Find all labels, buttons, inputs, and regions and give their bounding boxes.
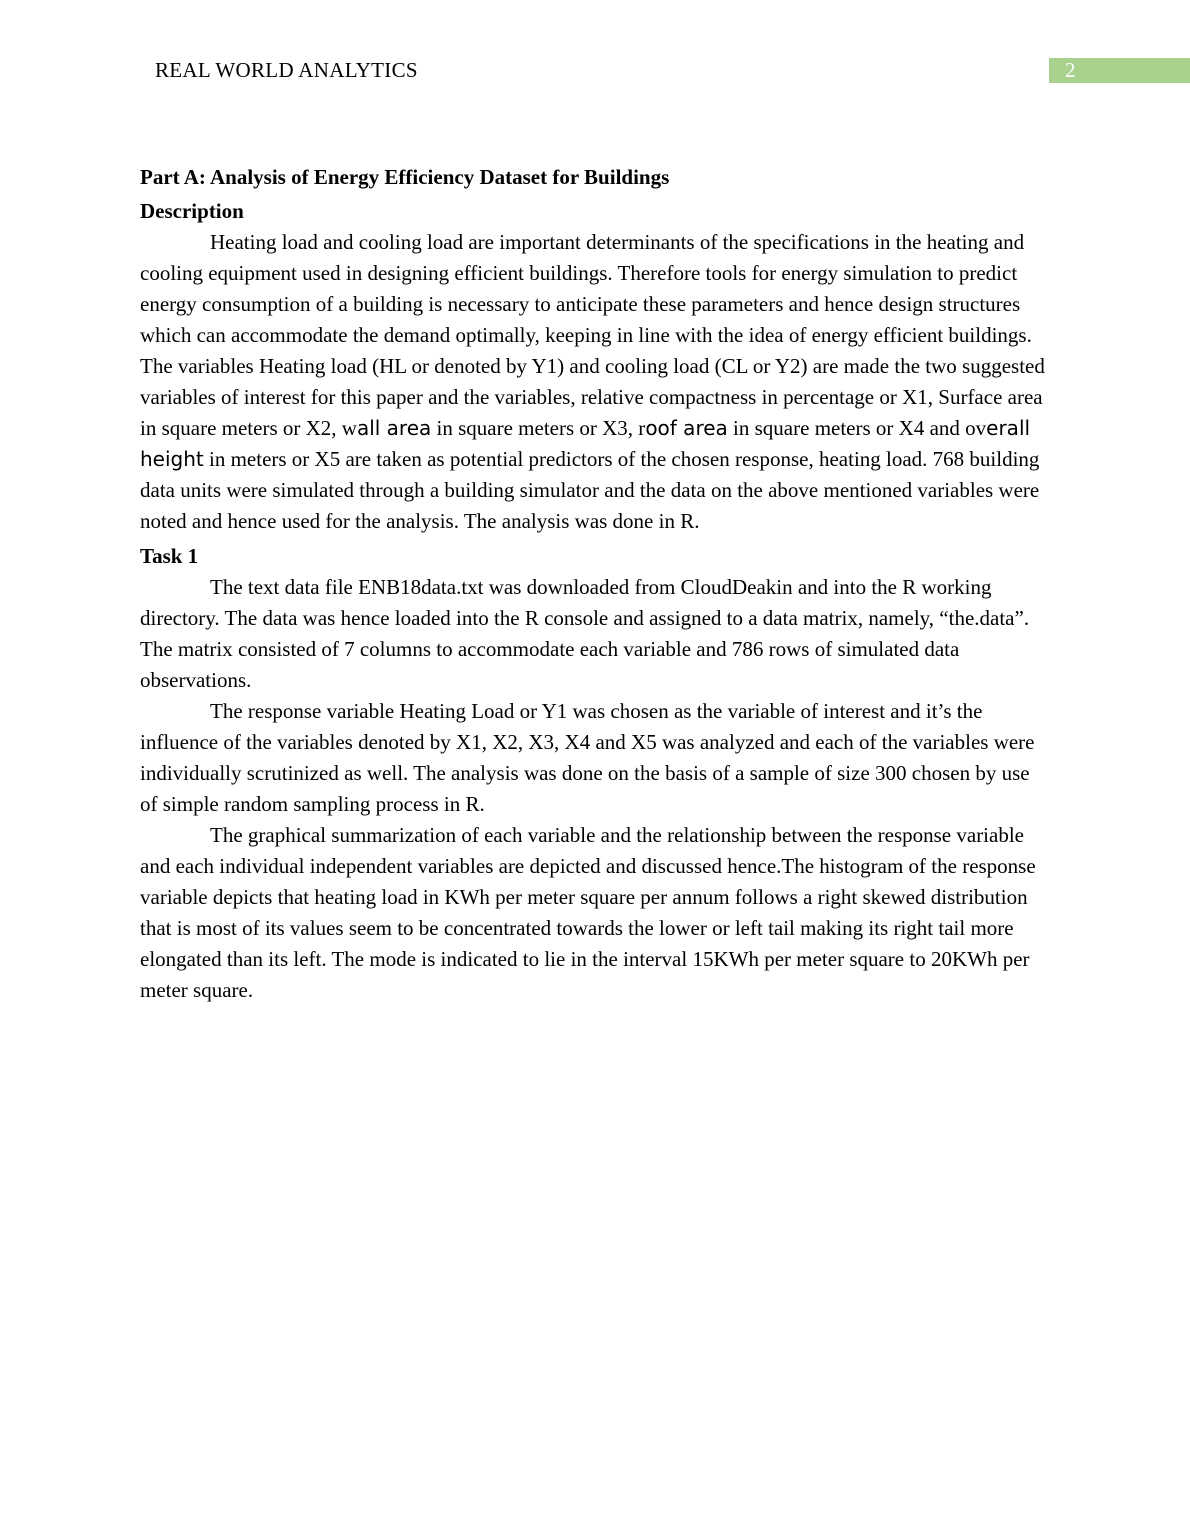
- description-heading: Description: [140, 199, 244, 223]
- task1-heading: Task 1: [140, 544, 199, 568]
- description-paragraph-1: Heating load and cooling load are important determinants of the specifications in the heating and cooling equipment used in designing efficient buildings. Therefore tools for energy simulation to predict energy consumption of a building is necessary to anticipate these parameters and hence design structures which can accommodate the demand optimally, keeping in line with the idea of energy efficient buildings.: [140, 230, 1032, 347]
- page-number-badge: 2: [1049, 58, 1190, 83]
- task1-paragraph-2: The response variable Heating Load or Y1 was chosen as the variable of interest and it’s the influence of the variables denoted by X1, X2, X3, X4 and X5 was analyzed and each of the variables were individually scrutinized as well. The analysis was done on the basis of a sample of size 300 chosen by use of simple random sampling process in R.: [140, 699, 1035, 816]
- description-p2-segment: The variables Heating load (HL or denoted by Y1) and cooling load (CL or Y2) are made the two suggested variables of interest for this paper and the variables, relative compactness in percentage or X1, Surface area in square meters or X2, w: [140, 354, 1045, 440]
- document-body: [140, 162, 1050, 1006]
- description-p2-segment: in square meters or X4 and ov: [727, 416, 987, 440]
- description-p2-sans-segment: erall height: [140, 416, 1031, 471]
- description-paragraph-2: [140, 351, 1050, 537]
- running-header-title: REAL WORLD ANALYTICS: [155, 58, 418, 82]
- description-p2-sans-segment: oof area: [645, 416, 728, 440]
- task1-paragraph-1: The text data file ENB18data.txt was downloaded from CloudDeakin and into the R working directory. The data was hence loaded into the R console and assigned to a data matrix, namely, “the.data”. The matrix consisted of 7 columns to accommodate each variable and 786 rows of simulated data observations.: [140, 575, 1030, 692]
- task1-paragraph-3: The graphical summarization of each variable and the relationship between the response variable and each individual independent variables are depicted and discussed hence.The histogram of the response variable depicts that heating load in KWh per meter square per annum follows a right skewed distribution that is most of its values seem to be concentrated towards the lower or left tail making its right tail more elongated than its left. The mode is indicated to lie in the interval 15KWh per meter square to 20KWh per meter square.: [140, 823, 1036, 1002]
- description-p2-sans-segment: all area: [356, 416, 432, 440]
- part-heading: Part A: Analysis of Energy Efficiency Dataset for Buildings: [140, 165, 670, 189]
- description-p2-segment: in meters or X5 are taken as potential predictors of the chosen response, heating load. 768 building data units were simulated through a building simulator and the data on the above mentioned variables were noted and hence used for the analysis. The analysis was done in R.: [140, 447, 1040, 533]
- description-p2-segment: in square meters or X3, r: [431, 416, 646, 440]
